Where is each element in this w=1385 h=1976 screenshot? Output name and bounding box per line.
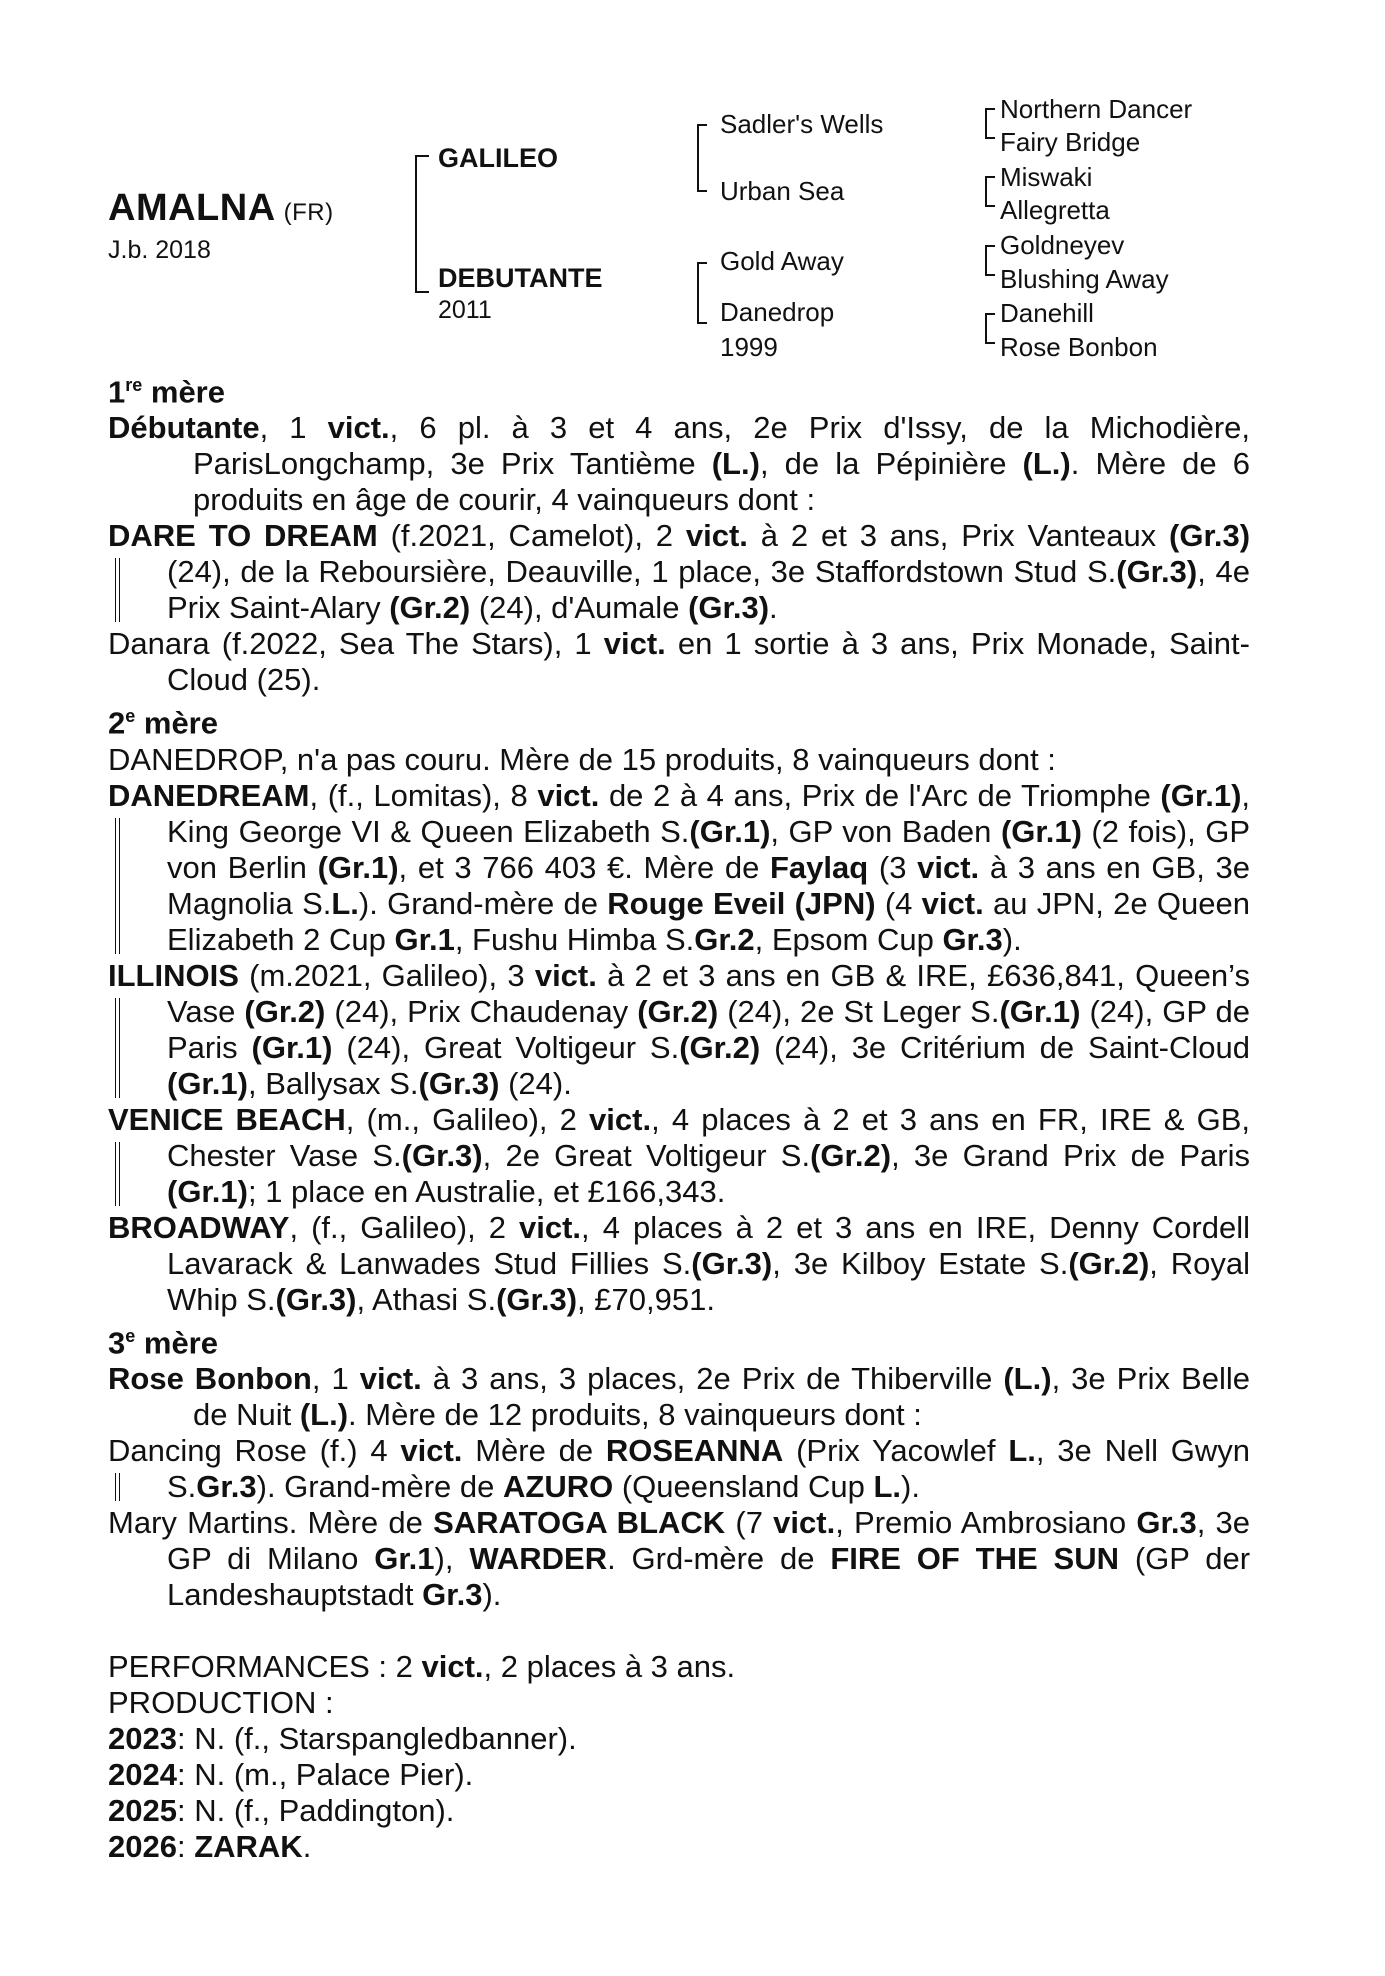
great-grandparent: Fairy Bridge [1000,127,1141,157]
production-text: ZARAK [194,1828,303,1864]
section-heading-second-dam: 2e mère [108,705,218,741]
pedigree-bracket-3 [985,245,987,276]
grandparent: Urban Sea [720,176,845,206]
pedigree-bracket-2b [697,262,699,324]
horse-name-text: AMALNA [108,187,276,229]
catalogue-body [108,367,1250,1865]
great-grandparent: Danehill [1000,298,1094,328]
dam-name: DEBUTANTE [438,263,603,293]
great-grandparent: Allegretta [1000,195,1110,225]
bracket-tick [985,108,995,110]
bracket-tick [697,190,707,192]
production-year: 2025 [108,1792,177,1828]
pedigree-bracket-1 [415,155,417,293]
great-grandparent: Miswaki [1000,162,1093,192]
pedigree-bracket-3 [985,176,987,207]
bracket-tick [415,155,429,157]
production-year: 2026 [108,1828,177,1864]
great-grandparent: Rose Bonbon [1000,332,1158,362]
bracket-tick [985,342,995,344]
paragraph-danedrop: DANEDROP, n'a pas couru. Mère de 15 produits, 8 vainqueurs dont : [108,741,1056,777]
production-year: 2023 [108,1720,177,1756]
grandparent-year: 1999 [720,332,778,362]
production-row: 2023: N. (f., Starspangledbanner). [108,1720,577,1756]
performances: PERFORMANCES : 2 vict., 2 places à 3 ans. [108,1648,736,1684]
production-text: N. (f., Starspangledbanner). [194,1720,577,1756]
grandparent: Gold Away [720,246,844,276]
bracket-tick [985,313,995,315]
bracket-tick [985,176,995,178]
offspring-venice-beach: VENICE BEACH, (m., Galileo), 2 vict., 4 places à 2 et 3 ans en FR, IRE & GB, Chester Vase S.(Gr.3), 2e Great Voltigeur S.(Gr.2), 3e Grand Prix de Paris (Gr.1); 1 place en Australie, et £166,343. [108,1101,1251,1209]
offspring-dare-to-dream: DARE TO DREAM (f.2021, Camelot), 2 vict. à 2 et 3 ans, Prix Vanteaux (Gr.3) (24), de la Reboursière, Deauville, 1 place, 3e Staffordstown Stud S.(Gr.3), 4e Prix Saint-Alary (Gr.2) (24), d'Aumale (Gr.3). [108,518,1251,626]
bracket-tick [697,262,707,264]
production-row: 2024: N. (m., Palace Pier). [108,1756,474,1792]
offspring-danara: Danara (f.2022, Sea The Stars), 1 vict. en 1 sortie à 3 ans, Prix Monade, Saint-Cloud (25). [108,626,1250,698]
offspring-dancing-rose: Dancing Rose (f.) 4 vict. Mère de ROSEANNA (Prix Yacowlef L., 3e Nell Gwyn S.Gr.3). Grand-mère de AZURO (Queensland Cup L.). [108,1432,1251,1504]
horse-name [108,187,334,230]
offspring-broadway: BROADWAY, (f., Galileo), 2 vict., 4 places à 2 et 3 ans en IRE, Denny Cordell Lavarack & Lanwades Stud Fillies S.(Gr.3), 3e Kilboy Estate S.(Gr.2), Royal Whip S.(Gr.3), Athasi S.(Gr.3), £70,951. [108,1209,1250,1317]
production-text: N. (m., Palace Pier). [194,1756,474,1792]
offspring-mary-martins: Mary Martins. Mère de SARATOGA BLACK (7 vict., Premio Ambrosiano Gr.3, 3e GP di Milano Gr.1), WARDER. Grd-mère de FIRE OF THE SUN (GP der Landeshauptstadt Gr.3). [108,1504,1251,1612]
bracket-tick [415,291,429,293]
production-year: 2024 [108,1756,177,1792]
grandparent: Danedrop [720,297,835,327]
production-header: PRODUCTION : [108,1684,334,1720]
production-row: 2025: N. (f., Paddington). [108,1792,455,1828]
horse-country: (FR) [283,199,334,226]
bracket-tick [697,322,707,324]
pedigree-bracket-3 [985,108,987,139]
production-row: 2026: ZARAK. [108,1828,312,1864]
production-text: N. (f., Paddington). [194,1792,455,1828]
offspring-danedream: DANEDREAM, (f., Lomitas), 8 vict. de 2 à 4 ans, Prix de l'Arc de Triomphe (Gr.1), King George VI & Queen Elizabeth S.(Gr.1), GP von Baden (Gr.1) (2 fois), GP von Berlin (Gr.1), et 3 766 403 €. Mère de Faylaq (3 vict. à 3 ans en GB, 3e Magnolia S.L.). Grand-mère de Rouge Eveil (JPN) (4 vict. au JPN, 2e Queen Elizabeth 2 Cup Gr.1, Fushu Himba S.Gr.2, Epsom Cup Gr.3). [108,777,1251,957]
paragraph-rose-bonbon: Rose Bonbon, 1 vict. à 3 ans, 3 places, 2e Prix de Thiberville (L.), 3e Prix Belle de Nuit (L.). Mère de 12 produits, 8 vainqueurs dont : [108,1360,1250,1432]
bracket-tick [985,205,995,207]
bracket-tick [985,137,995,139]
horse-info: J.b. 2018 [108,236,211,264]
paragraph-debutante: Débutante, 1 vict., 6 pl. à 3 et 4 ans, 2e Prix d'Issy, de la Michodière, ParisLongchamp, 3e Prix Tantième (L.), de la Pépinière (L.). Mère de 6 produits en âge de courir, 4 vainqueurs dont : [108,410,1250,518]
bracket-tick [985,245,995,247]
offspring-illinois: ILLINOIS (m.2021, Galileo), 3 vict. à 2 et 3 ans en GB & IRE, £636,841, Queen’s Vase (Gr.2) (24), Prix Chaudenay (Gr.2) (24), 2e St Leger S.(Gr.1) (24), GP de Paris (Gr.1) (24), Great Voltigeur S.(Gr.2) (24), 3e Critérium de Saint-Cloud (Gr.1), Ballysax S.(Gr.3) (24). [108,957,1250,1101]
grandparent: Sadler's Wells [720,109,884,139]
bracket-tick [985,274,995,276]
pedigree-bracket-2a [697,124,699,192]
great-grandparent: Northern Dancer [1000,94,1193,124]
section-heading-third-dam: 3e mère [108,1324,218,1360]
dam-year: 2011 [438,296,492,324]
section-heading-first-dam: 1re mère [108,374,225,410]
great-grandparent: Blushing Away [1000,264,1169,294]
bracket-tick [697,124,707,126]
pedigree-bracket-3 [985,313,987,344]
great-grandparent: Goldneyev [1000,230,1125,260]
sire-name: GALILEO [438,143,558,173]
